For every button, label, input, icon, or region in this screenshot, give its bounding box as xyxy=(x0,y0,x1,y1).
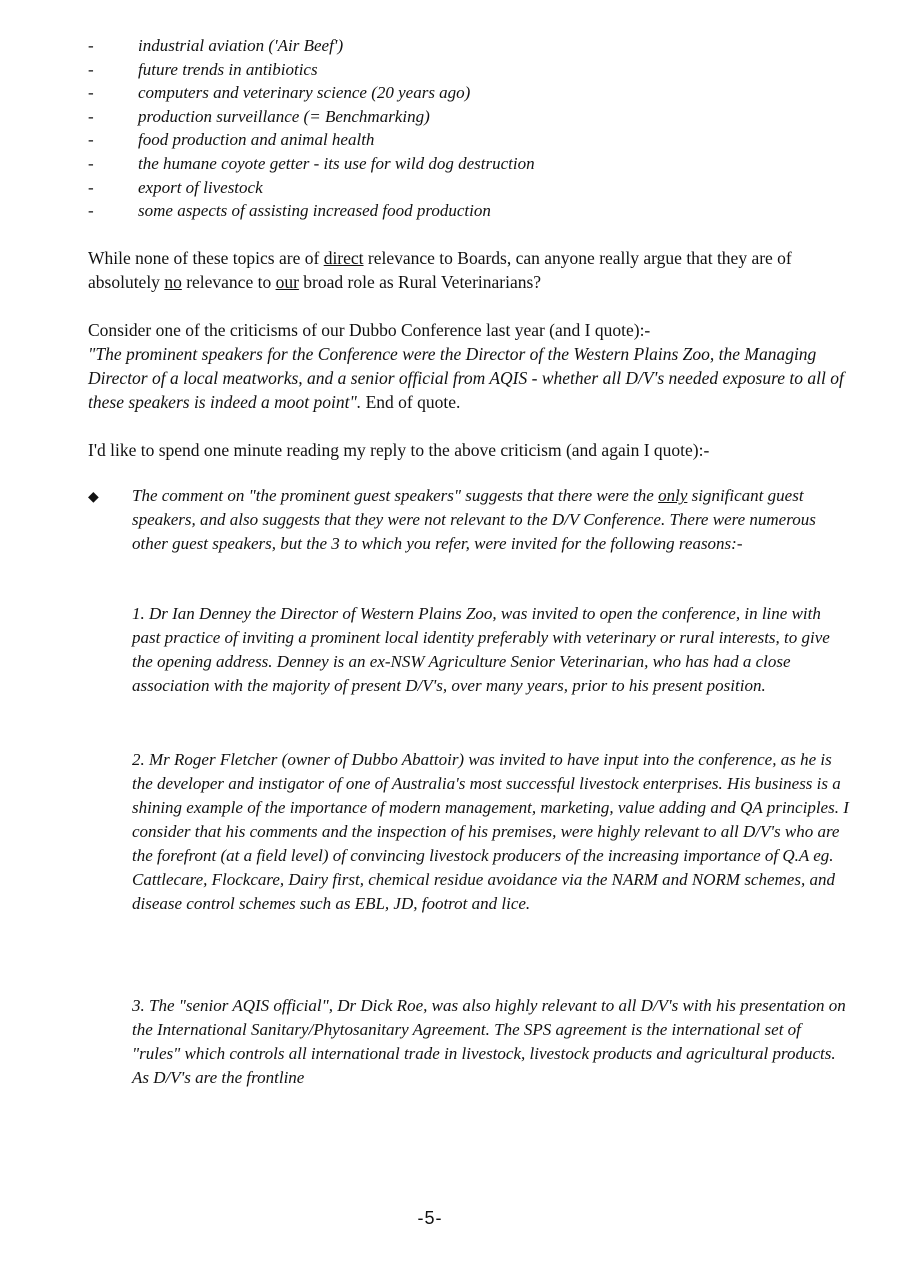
list-item: - food production and animal health xyxy=(88,130,375,150)
reply-point-2: 2. Mr Roger Fletcher (owner of Dubbo Abattoir) was invited to have input into the conference, as he is the developer and instigator of one of Australia's most successful livestock enterprises. His business is a shining example of the importance of modern management, marketing, value adding and QA principles. I consider that his comments and the inspection of his premises, were highly relevant to all D/V's who are the forefront (at a field level) of convincing livestock producers of the increasing importance of Q.A eg. Cattlecare, Flockcare, Dairy first, chemical residue avoidance via the NARM and NORM schemes, and disease control schemes such as EBL, JD, footrot and lice. xyxy=(132,750,849,913)
reply-intro-block: The comment on "the prominent guest speakers" suggests that there were the only significant guest speakers, and also suggests that they were not relevant to the D/V Conference. There were numerous other guest speakers, but the 3 to which you refer, were invited for the following reasons:- xyxy=(132,486,816,553)
criticism-quote: "The prominent speakers for the Conference were the Director of the Western Plains Zoo, the Managing Director of a local meatworks, and a senior official from AQIS - whether all D/V's needed exposure to all of these speakers is indeed a moot point". xyxy=(88,344,844,412)
list-item: - production surveillance (= Benchmarking) xyxy=(88,106,430,126)
list-item: - some aspects of assisting increased food production xyxy=(88,201,491,221)
list-item: - computers and veterinary science (20 years ago) xyxy=(88,83,471,103)
list-item: - industrial aviation ('Air Beef') xyxy=(88,36,344,55)
reply-point-1: 1. Dr Ian Denney the Director of Western Plains Zoo, was invited to open the conference, in line with past practice of inviting a prominent local identity preferably with veterinary or rural interests, to give the opening address. Denney is an ex-NSW Agriculture Senior Veterinarian, who has had a close association with the majority of present D/V's, over many years, prior to his present position. xyxy=(132,604,830,695)
list-item: - export of livestock xyxy=(88,177,263,197)
list-item: - future trends in antibiotics xyxy=(88,59,318,79)
reply-point-3: 3. The "senior AQIS official", Dr Dick Roe, was also highly relevant to all D/V's with his presentation on the International Sanitary/Phytosanitary Agreement. The SPS agreement is the international set of "rules" which controls all international trade in livestock, livestock products and agricultural products. As D/V's are the frontline xyxy=(132,996,846,1087)
criticism-paragraph: Consider one of the criticisms of our Dubbo Conference last year (and I quote):- "The prominent speakers for the Conference were the Director of the Western Plains Zoo, the Managing Director of a local meatworks, and a senior official from AQIS - whether all D/V's needed exposure to all of these speakers is indeed a moot point". End of quote. xyxy=(88,320,844,412)
topic-list xyxy=(88,34,848,223)
page-number: -5- xyxy=(417,1208,443,1228)
relevance-paragraph: While none of these topics are of direct relevance to Boards, can anyone really argue that they are of absolutely no relevance to our broad role as Rural Veterinarians? xyxy=(88,248,792,292)
reply-intro-paragraph: I'd like to spend one minute reading my reply to the above criticism (and again I quote):- xyxy=(88,440,710,460)
bullet-icon: ◆ xyxy=(88,490,99,505)
list-item: - the humane coyote getter - its use for wild dog destruction xyxy=(88,153,535,173)
